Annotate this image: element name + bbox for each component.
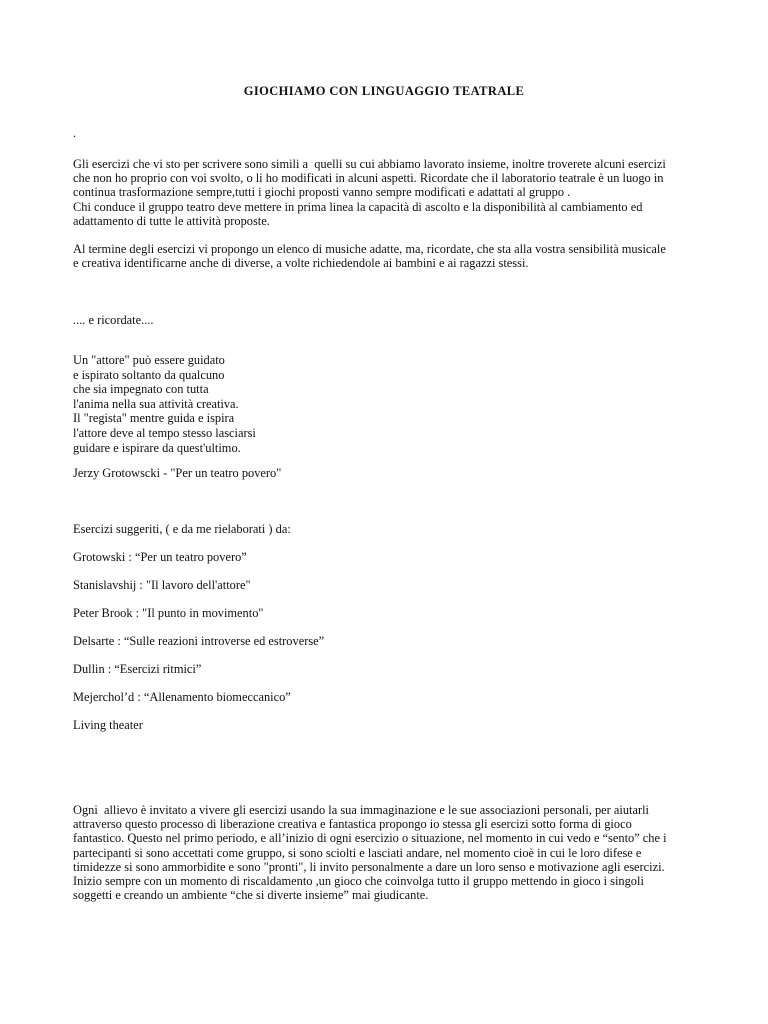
poem-line: che sia impegnato con tutta	[73, 382, 209, 397]
paragraph-line: adattamento di tutte le attività proposte.	[73, 213, 270, 228]
paragraph-line: Chi conduce il gruppo teatro deve mettere in prima linea la capacità di ascolto e la disponibilità al cambiamento ed	[73, 199, 643, 214]
reference-item: Mejerchol’d : “Allenamento biomeccanico”	[73, 690, 291, 704]
suggested-exercises-intro: Esercizi suggeriti, ( e da me rielaborati ) da:	[73, 522, 291, 536]
reference-item: Peter Brook : "Il punto in movimento"	[73, 606, 264, 620]
intro-paragraph	[73, 157, 713, 228]
poem-line: Un "attore" può essere guidato	[73, 353, 225, 367]
reference-item: Dullin : “Esercizi ritmici”	[73, 662, 202, 676]
paragraph-line: attraverso questo processo di liberazione creativa e fantastica propongo io stessa gli esercizi sotto forma di gioco	[73, 817, 632, 832]
poem-line: Il "regista" mentre guida e ispira	[73, 411, 235, 426]
reference-item: Stanislavshij : "Il lavoro dell'attore"	[73, 578, 251, 592]
poem-quote	[73, 353, 713, 455]
poem-line: e ispirato soltanto da qualcuno	[73, 367, 225, 382]
paragraph-line: timidezze si sono ammorbidite e sono "pronti", li invito personalmente a dare un loro senso e motivazione agli esercizi.	[73, 859, 665, 874]
paragraph-line: Ogni allievo è invitato a vivere gli esercizi usando la sua immaginazione e le sue associazioni personali, per aiutarli	[73, 803, 649, 817]
document-title: GIOCHIAMO CON LINGUAGGIO TEATRALE	[243, 84, 525, 98]
paragraph-line: che non ho proprio con voi svolto, o li ho modificati in alcuni aspetti. Ricordate che il laboratorio teatrale è un luogo in	[73, 171, 664, 186]
poem-line: l'anima nella sua attività creativa.	[73, 396, 239, 411]
paragraph-line: fantastico. Questo nel primo periodo, e all’inizio di ogni esercizio o situazione, nel momento in cui vedo e “sento” che i	[73, 831, 667, 846]
poem-author: Jerzy Grotowscki - "Per un teatro povero"	[73, 466, 282, 480]
poem-line: l'attore deve al tempo stesso lasciarsi	[73, 425, 256, 440]
poem-line: guidare e ispirare da quest'ultimo.	[73, 440, 241, 455]
paragraph-line: soggetti e creando un ambiente “che si diverte insieme” mai giudicante.	[73, 888, 429, 903]
reference-item: Living theater	[73, 718, 143, 732]
paragraph-line: partecipanti si sono accettati come gruppo, si sono sciolti e lasciati andare, nel momento cioè in cui le loro difese e	[73, 845, 642, 860]
paragraph-line: Gli esercizi che vi sto per scrivere sono simili a quelli su cui abbiamo lavorato insieme, inoltre troverete alcuni esercizi	[73, 157, 666, 171]
paragraph-line: Al termine degli esercizi vi propongo un elenco di musiche adatte, ma, ricordate, che sta alla vostra sensibilità musicale	[73, 242, 666, 256]
final-paragraph	[73, 803, 713, 902]
paragraph-line: continua trasformazione sempre,tutti i giochi proposti vanno sempre modificati e adattati al gruppo .	[73, 185, 571, 200]
paragraph-line: Inizio sempre con un momento di riscaldamento ,un gioco che coinvolga tutto il gruppo mettendo in gioco i singoli	[73, 874, 644, 889]
ricordate-line: .... e ricordate....	[73, 313, 154, 327]
paragraph-line: e creativa identificarne anche di diverse, a volte richiedendole ai bambini e ai ragazzi stessi.	[73, 256, 529, 271]
reference-item: Grotowski : “Per un teatro povero”	[73, 550, 247, 564]
reference-item: Delsarte : “Sulle reazioni introverse ed estroverse”	[73, 634, 325, 648]
stray-dot: .	[73, 126, 77, 140]
music-paragraph	[73, 242, 713, 270]
